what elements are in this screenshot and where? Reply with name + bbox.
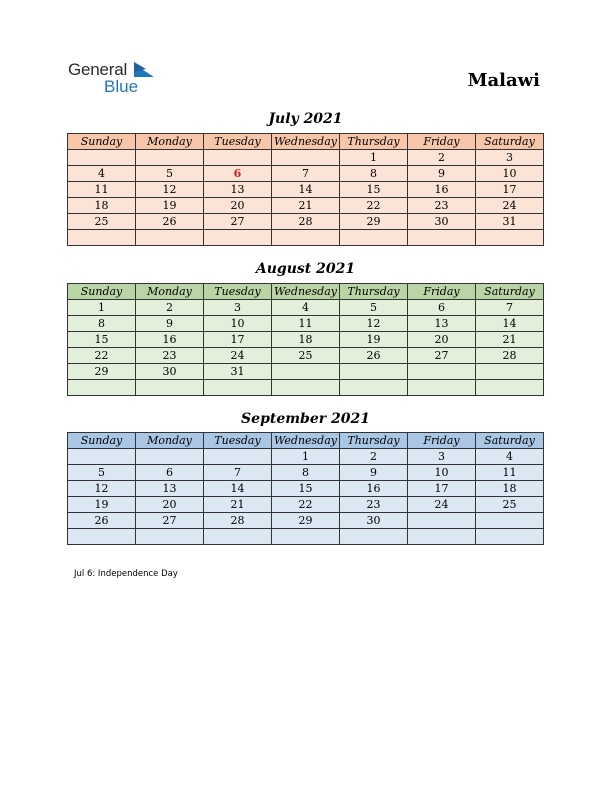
weekday-wednesday: Wednesday <box>272 284 340 300</box>
day-cell: 22 <box>68 348 136 364</box>
day-cell: 14 <box>204 481 272 497</box>
day-cell <box>136 230 204 246</box>
day-cell: 5 <box>136 166 204 182</box>
week-row <box>68 348 544 364</box>
day-cell <box>272 529 340 545</box>
month-title-august: August 2021 <box>255 261 356 277</box>
day-cell <box>68 529 136 545</box>
week-row <box>68 198 544 214</box>
day-cell: 16 <box>136 332 204 348</box>
day-cell <box>136 150 204 166</box>
day-cell: 8 <box>340 166 408 182</box>
weekday-monday: Monday <box>136 134 204 150</box>
day-cell: 8 <box>68 316 136 332</box>
week-row <box>68 364 544 380</box>
day-cell: 17 <box>204 332 272 348</box>
day-cell: 9 <box>408 166 476 182</box>
day-cell: 5 <box>68 465 136 481</box>
week-row <box>68 513 544 529</box>
day-cell: 20 <box>136 497 204 513</box>
week-row <box>68 214 544 230</box>
day-cell: 12 <box>136 182 204 198</box>
day-cell: 6 <box>136 465 204 481</box>
day-cell: 25 <box>68 214 136 230</box>
country-title: Malawi <box>467 70 540 91</box>
day-cell: 8 <box>272 465 340 481</box>
day-cell: 6 <box>408 300 476 316</box>
week-row <box>68 182 544 198</box>
day-cell: 28 <box>476 348 544 364</box>
day-cell: 9 <box>340 465 408 481</box>
day-cell: 14 <box>272 182 340 198</box>
logo-triangle-icon <box>134 62 154 78</box>
day-cell <box>204 529 272 545</box>
weekday-tuesday: Tuesday <box>204 134 272 150</box>
holiday-day-cell: 6 <box>204 166 272 182</box>
day-cell: 18 <box>476 481 544 497</box>
day-cell: 17 <box>408 481 476 497</box>
day-cell <box>204 449 272 465</box>
day-cell <box>408 529 476 545</box>
day-cell: 13 <box>204 182 272 198</box>
day-cell: 18 <box>68 198 136 214</box>
day-cell: 4 <box>68 166 136 182</box>
day-cell: 3 <box>476 150 544 166</box>
day-cell: 5 <box>340 300 408 316</box>
holiday-note: Jul 6: Independence Day <box>74 569 178 579</box>
holiday-notes <box>74 569 178 579</box>
week-row <box>68 150 544 166</box>
day-cell: 26 <box>136 214 204 230</box>
day-cell: 15 <box>68 332 136 348</box>
day-cell: 30 <box>340 513 408 529</box>
day-cell <box>204 150 272 166</box>
weekday-wednesday: Wednesday <box>272 134 340 150</box>
day-cell: 26 <box>68 513 136 529</box>
calendar-august <box>67 283 544 396</box>
day-cell <box>408 513 476 529</box>
week-row <box>68 380 544 396</box>
weekday-thursday: Thursday <box>340 134 408 150</box>
logo-text-blue: Blue <box>104 77 139 96</box>
weekday-friday: Friday <box>408 284 476 300</box>
weekday-saturday: Saturday <box>476 284 544 300</box>
day-cell: 4 <box>476 449 544 465</box>
month-title-july: July 2021 <box>268 111 343 127</box>
day-cell: 29 <box>68 364 136 380</box>
day-cell: 24 <box>204 348 272 364</box>
day-cell <box>136 380 204 396</box>
day-cell: 27 <box>204 214 272 230</box>
day-cell <box>340 529 408 545</box>
day-cell: 2 <box>136 300 204 316</box>
day-cell: 28 <box>204 513 272 529</box>
logo <box>68 60 168 96</box>
day-cell <box>408 380 476 396</box>
calendar-july <box>67 133 544 246</box>
weekday-monday: Monday <box>136 284 204 300</box>
day-cell <box>136 529 204 545</box>
day-cell: 30 <box>408 214 476 230</box>
week-row <box>68 465 544 481</box>
day-cell: 7 <box>476 300 544 316</box>
day-cell: 1 <box>272 449 340 465</box>
day-cell: 23 <box>136 348 204 364</box>
weekday-thursday: Thursday <box>340 433 408 449</box>
day-cell: 26 <box>340 348 408 364</box>
day-cell <box>340 364 408 380</box>
day-cell <box>476 529 544 545</box>
day-cell <box>68 380 136 396</box>
week-row <box>68 230 544 246</box>
week-row <box>68 497 544 513</box>
day-cell: 23 <box>408 198 476 214</box>
weekday-monday: Monday <box>136 433 204 449</box>
day-cell: 16 <box>408 182 476 198</box>
day-cell: 11 <box>68 182 136 198</box>
day-cell: 13 <box>136 481 204 497</box>
calendar-september <box>67 432 544 545</box>
day-cell: 29 <box>340 214 408 230</box>
weekday-wednesday: Wednesday <box>272 433 340 449</box>
day-cell: 12 <box>68 481 136 497</box>
day-cell: 29 <box>272 513 340 529</box>
day-cell: 12 <box>340 316 408 332</box>
day-cell: 25 <box>476 497 544 513</box>
day-cell: 21 <box>272 198 340 214</box>
day-cell: 11 <box>272 316 340 332</box>
day-cell: 1 <box>68 300 136 316</box>
day-cell <box>272 150 340 166</box>
day-cell: 23 <box>340 497 408 513</box>
day-cell <box>272 364 340 380</box>
day-cell <box>272 230 340 246</box>
weekday-sunday: Sunday <box>68 284 136 300</box>
day-cell: 19 <box>136 198 204 214</box>
day-cell: 28 <box>272 214 340 230</box>
day-cell <box>476 364 544 380</box>
day-cell: 24 <box>408 497 476 513</box>
weekday-header-row <box>68 134 544 150</box>
day-cell: 19 <box>340 332 408 348</box>
week-row <box>68 166 544 182</box>
weekday-header-row <box>68 433 544 449</box>
day-cell: 3 <box>408 449 476 465</box>
day-cell <box>408 364 476 380</box>
week-row <box>68 481 544 497</box>
day-cell: 20 <box>408 332 476 348</box>
day-cell <box>340 380 408 396</box>
day-cell <box>476 230 544 246</box>
day-cell: 3 <box>204 300 272 316</box>
day-cell: 2 <box>408 150 476 166</box>
day-cell: 9 <box>136 316 204 332</box>
week-row <box>68 529 544 545</box>
weekday-header-row <box>68 284 544 300</box>
day-cell: 25 <box>272 348 340 364</box>
day-cell: 27 <box>408 348 476 364</box>
day-cell: 10 <box>204 316 272 332</box>
logo-text-general: General <box>68 60 128 79</box>
week-row <box>68 332 544 348</box>
day-cell <box>476 513 544 529</box>
day-cell: 13 <box>408 316 476 332</box>
day-cell: 14 <box>476 316 544 332</box>
day-cell <box>340 230 408 246</box>
day-cell <box>272 380 340 396</box>
weekday-tuesday: Tuesday <box>204 433 272 449</box>
day-cell: 10 <box>408 465 476 481</box>
day-cell: 15 <box>340 182 408 198</box>
day-cell: 10 <box>476 166 544 182</box>
day-cell: 15 <box>272 481 340 497</box>
weekday-tuesday: Tuesday <box>204 284 272 300</box>
week-row <box>68 316 544 332</box>
day-cell: 21 <box>476 332 544 348</box>
day-cell: 31 <box>476 214 544 230</box>
day-cell <box>476 380 544 396</box>
day-cell <box>68 150 136 166</box>
month-title-september: September 2021 <box>241 411 370 427</box>
day-cell: 27 <box>136 513 204 529</box>
day-cell: 18 <box>272 332 340 348</box>
day-cell: 11 <box>476 465 544 481</box>
day-cell <box>408 230 476 246</box>
day-cell: 2 <box>340 449 408 465</box>
day-cell <box>136 449 204 465</box>
day-cell: 30 <box>136 364 204 380</box>
weekday-friday: Friday <box>408 134 476 150</box>
day-cell: 31 <box>204 364 272 380</box>
weekday-thursday: Thursday <box>340 284 408 300</box>
day-cell: 4 <box>272 300 340 316</box>
day-cell <box>204 380 272 396</box>
day-cell: 17 <box>476 182 544 198</box>
day-cell: 24 <box>476 198 544 214</box>
weekday-saturday: Saturday <box>476 134 544 150</box>
day-cell <box>68 449 136 465</box>
day-cell <box>204 230 272 246</box>
day-cell <box>68 230 136 246</box>
weekday-friday: Friday <box>408 433 476 449</box>
week-row <box>68 449 544 465</box>
day-cell: 16 <box>340 481 408 497</box>
weekday-sunday: Sunday <box>68 433 136 449</box>
week-row <box>68 300 544 316</box>
day-cell: 21 <box>204 497 272 513</box>
day-cell: 22 <box>272 497 340 513</box>
weekday-sunday: Sunday <box>68 134 136 150</box>
day-cell: 7 <box>204 465 272 481</box>
day-cell: 20 <box>204 198 272 214</box>
day-cell: 22 <box>340 198 408 214</box>
weekday-saturday: Saturday <box>476 433 544 449</box>
day-cell: 7 <box>272 166 340 182</box>
day-cell: 1 <box>340 150 408 166</box>
day-cell: 19 <box>68 497 136 513</box>
